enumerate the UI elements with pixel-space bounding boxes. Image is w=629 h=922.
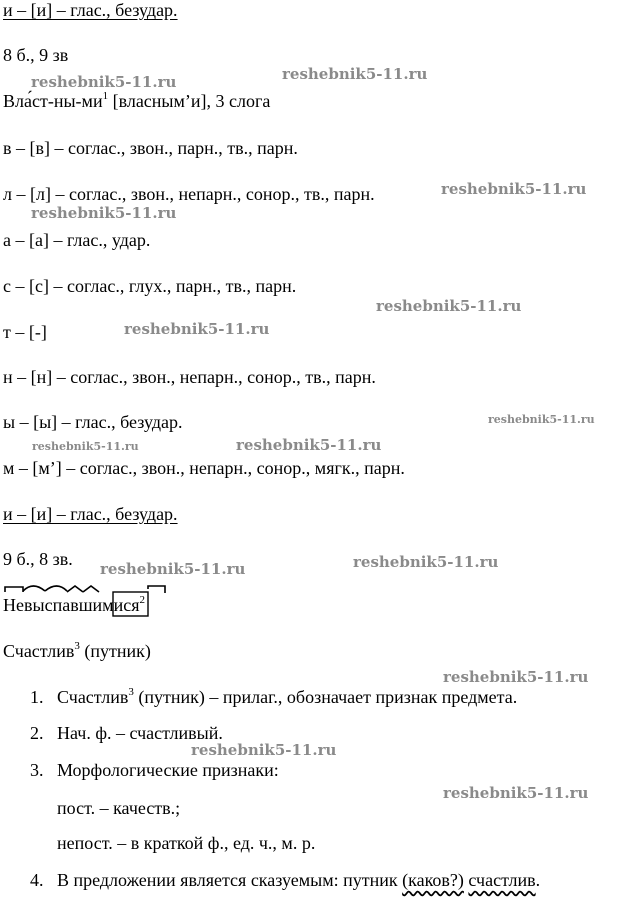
text-line-7: с – [с] – соглас., глух., парн., тв., парн.: [3, 276, 297, 296]
watermark: reshebnik5-11.ru: [282, 65, 428, 83]
text-line-9: н – [н] – соглас., звон., непарн., сонор., тв., парн.: [3, 367, 376, 387]
watermark: reshebnik5-11.ru: [443, 668, 589, 686]
text-line-13: 9 б., 8 зв.: [3, 549, 73, 569]
sub-item-constant: пост. – качеств.;: [57, 798, 181, 818]
list-number-3: 3.: [30, 760, 44, 780]
root-mark: [23, 586, 45, 591]
transcription: [власным’и], 3 слога: [108, 91, 271, 111]
watermark: reshebnik5-11.ru: [31, 73, 177, 91]
ending-box: [113, 592, 148, 616]
text-line-10: ы – [ы] – глас., безудар.: [3, 412, 183, 432]
watermark: reshebnik5-11.ru: [100, 560, 246, 578]
text-line-3: [3, 91, 270, 111]
text-line-8: т – [-]: [3, 322, 47, 342]
watermark: reshebnik5-11.ru: [441, 180, 587, 198]
footnote-1: 1: [102, 90, 109, 102]
root-mark-2: [45, 586, 67, 591]
list-number-2: 2.: [30, 723, 44, 743]
word-nevyspavshimisya: Невыспавшимися: [3, 595, 140, 615]
watermark: reshebnik5-11.ru: [191, 741, 337, 759]
text-line-5: л – [л] – соглас., звон., непарн., сонор., тв., парн.: [3, 184, 375, 204]
predicate-word: счастлив: [468, 870, 536, 890]
watermark: reshebnik5-11.ru: [236, 436, 382, 454]
list-item-3: Морфологические признаки:: [57, 760, 279, 780]
watermark: reshebnik5-11.ru: [353, 553, 499, 571]
list-number-1: 1.: [30, 687, 44, 707]
text-line-6: а – [а] – глас., удар.: [3, 230, 151, 250]
text-line-1: и – [и] – глас., безудар.: [3, 0, 178, 20]
watermark: reshebnik5-11.ru: [488, 413, 595, 426]
text-line-2: 8 б., 9 зв: [3, 45, 69, 65]
list-number-4: 4.: [30, 870, 44, 890]
word-schastliv: Счастлив: [3, 641, 75, 661]
watermark: reshebnik5-11.ru: [124, 320, 270, 338]
word-vlastnymi: Вла́ст-ны-ми: [3, 91, 103, 111]
watermark: reshebnik5-11.ru: [32, 440, 139, 453]
text-line-15: Счастлив$^3$ (путник): [3, 640, 151, 661]
list-item-2: Нач. ф. – счастливый.: [57, 723, 223, 743]
watermark: reshebnik5-11.ru: [443, 784, 589, 802]
postfix-mark: [148, 586, 165, 593]
list-item-4: В предложении является сказуемым: путник (каков?) счастлив.: [57, 870, 541, 890]
watermark: reshebnik5-11.ru: [376, 297, 522, 315]
text-line-11: м – [м’] – соглас., звон., непарн., сонор., мягк., парн.: [3, 458, 405, 478]
list-item-1: Счастлив$^3$ (путник) – прилаг., обозначает признак предмета.: [57, 686, 518, 707]
sub-item-variable: непост. – в краткой ф., ед. ч., м. р.: [57, 833, 316, 853]
morpheme-marks: [3, 585, 178, 625]
footnote-2: 2: [139, 594, 145, 606]
watermark: reshebnik5-11.ru: [31, 204, 177, 222]
suffix-mark-1: [67, 586, 83, 592]
question-paren: (каков?): [402, 870, 464, 890]
footnote-3: 3: [74, 640, 80, 652]
text-line-4: в – [в] – соглас., звон., парн., тв., парн.: [3, 138, 298, 158]
prefix-mark: [5, 587, 23, 592]
suffix-mark-2: [83, 586, 99, 592]
text-line-12: и – [и] – глас., безудар.: [3, 504, 178, 524]
